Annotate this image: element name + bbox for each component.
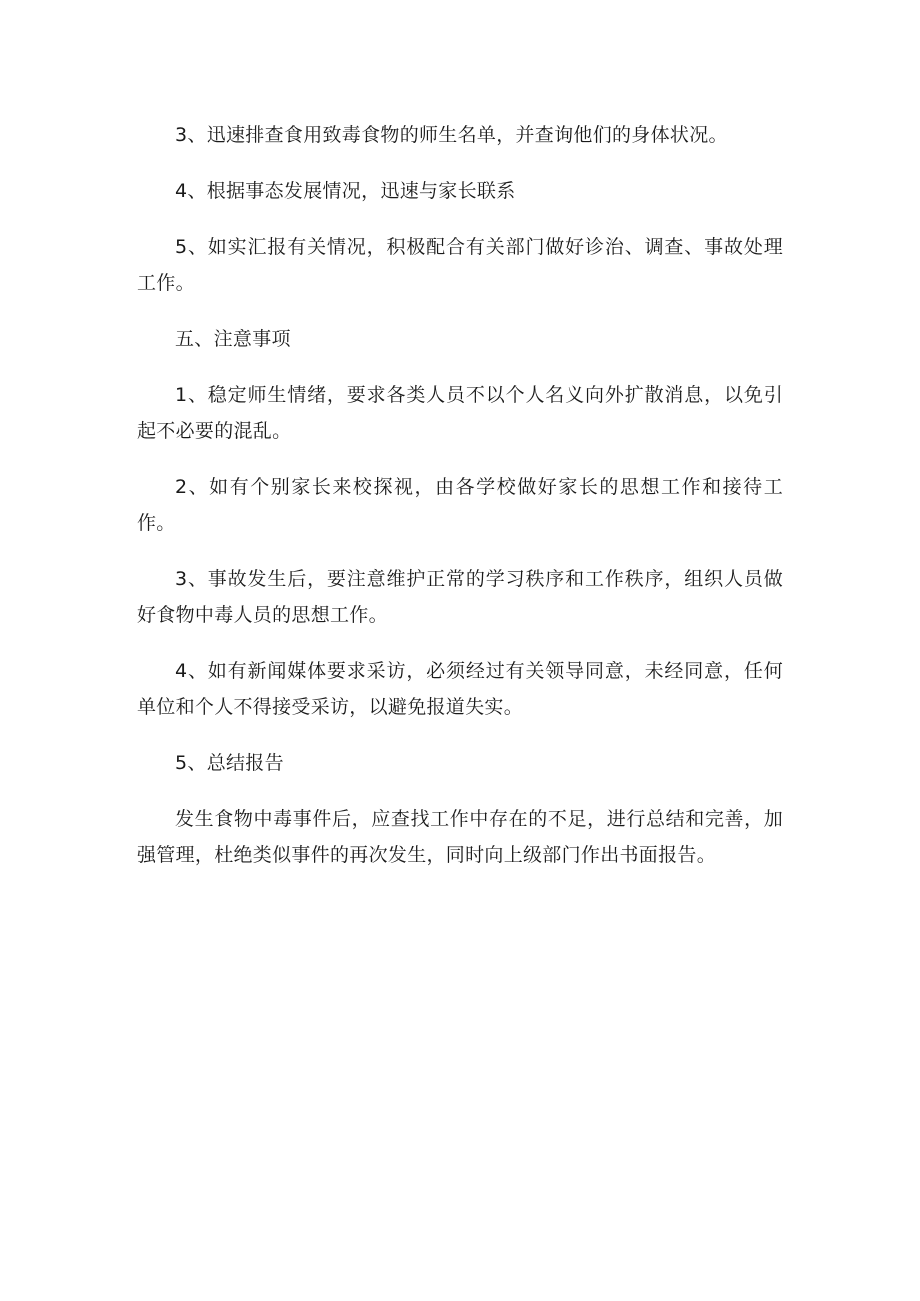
paragraph-item-5-report: 5、如实汇报有关情况，积极配合有关部门做好诊治、调查、事故处理工作。 xyxy=(137,236,783,294)
paragraph-item-4-contact-parents: 4、根据事态发展情况，迅速与家长联系 xyxy=(175,180,516,202)
paragraph-note-1: 1、稳定师生情绪，要求各类人员不以个人名义向外扩散消息，以免引起不必要的混乱。 xyxy=(137,384,783,442)
paragraph-item-3-screening: 3、迅速排查食用致毒食物的师生名单，并查询他们的身体状况。 xyxy=(175,124,728,146)
section-heading-summary: 5、总结报告 xyxy=(175,752,284,774)
paragraph-note-4: 4、如有新闻媒体要求采访，必须经过有关领导同意，未经同意，任何单位和个人不得接受采访，以避免报道失实。 xyxy=(137,660,783,718)
section-heading-notes: 五、注意事项 xyxy=(175,328,291,350)
paragraph-summary: 发生食物中毒事件后，应查找工作中存在的不足，进行总结和完善，加强管理，杜绝类似事件的再次发生，同时向上级部门作出书面报告。 xyxy=(137,808,783,866)
paragraph-note-3: 3、事故发生后，要注意维护正常的学习秩序和工作秩序，组织人员做好食物中毒人员的思想工作。 xyxy=(137,568,783,626)
document-body xyxy=(137,117,783,893)
paragraph-note-2: 2、如有个别家长来校探视，由各学校做好家长的思想工作和接待工作。 xyxy=(137,476,783,534)
